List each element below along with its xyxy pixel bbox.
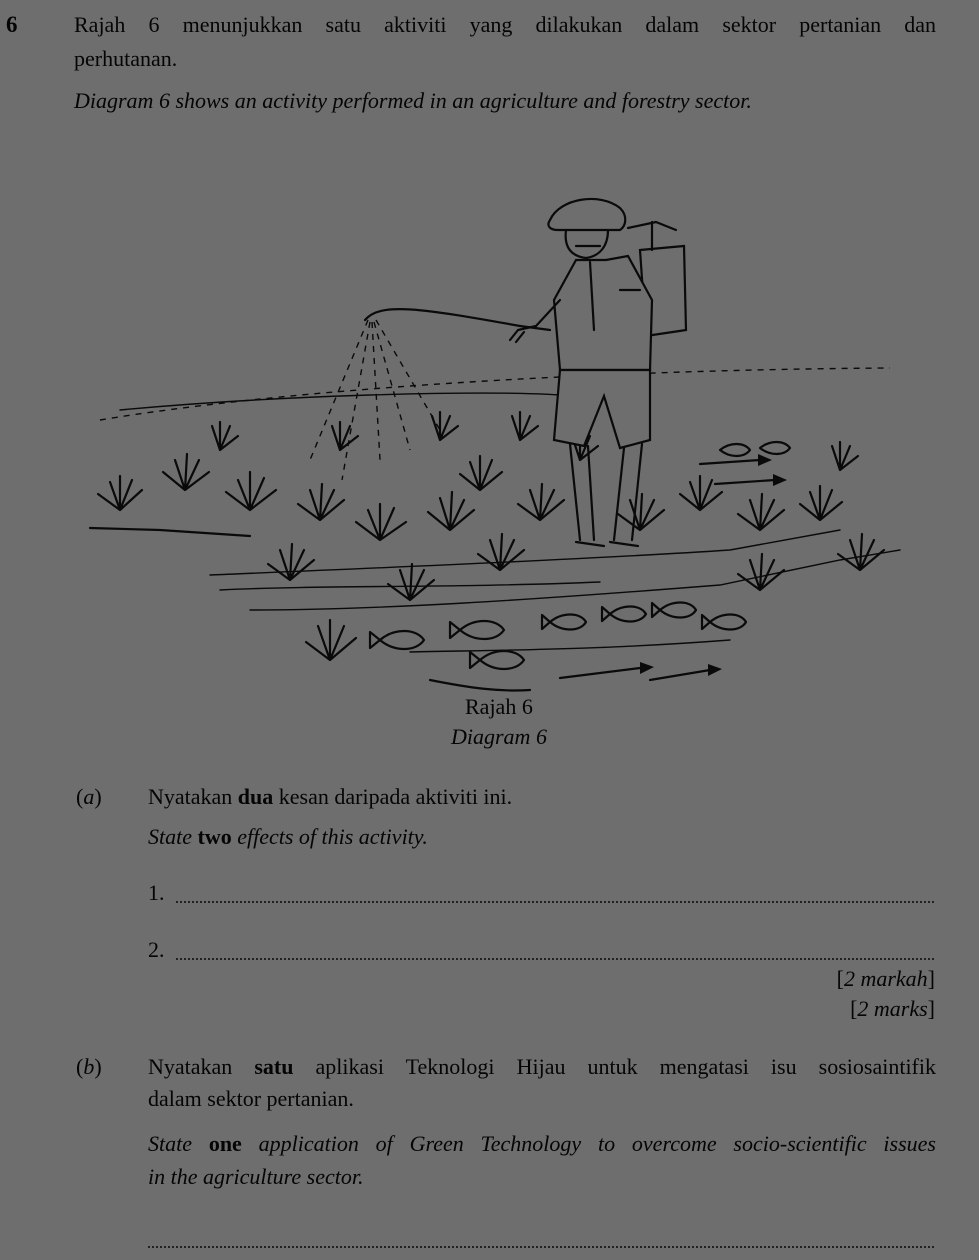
part-b-question-malay-line-1: Nyatakan satu aplikasi Teknologi Hijau untuk mengatasi isu sosiosaintifik <box>148 1054 936 1079</box>
part-b-question-english-line-2: in the agriculture sector. <box>148 1164 364 1189</box>
figure-caption-english: Diagram 6 <box>451 724 547 749</box>
answer-line-2-number: 2. <box>148 937 165 962</box>
part-b-question-english-line-1: State one application of Green Technology to overcome socio-scientific issues <box>148 1131 936 1156</box>
marks-english: [2 marks] <box>850 996 935 1021</box>
intro-malay-line-2: perhutanan. <box>74 46 178 71</box>
part-b-question-malay-line-2: dalam sektor pertanian. <box>148 1086 354 1111</box>
answer-line-1-number: 1. <box>148 880 165 905</box>
intro-english: Diagram 6 shows an activity performed in an agriculture and forestry sector. <box>74 88 752 113</box>
intro-malay-line-1: Rajah 6 menunjukkan satu aktiviti yang dilakukan dalam sektor pertanian dan <box>74 12 936 37</box>
answer-line-1[interactable] <box>176 901 934 903</box>
question-number: 6 <box>6 12 18 37</box>
farmer-spraying-pesticide-illustration <box>80 190 930 700</box>
part-b-label: (b) <box>76 1054 102 1079</box>
figure-caption-malay: Rajah 6 <box>465 694 533 719</box>
part-a-label: (a) <box>76 784 102 809</box>
part-b-answer-line[interactable] <box>148 1246 934 1248</box>
answer-line-2[interactable] <box>176 958 934 960</box>
marks-malay: [2 markah] <box>836 966 935 991</box>
part-a-question-english: State two effects of this activity. <box>148 824 428 849</box>
part-a-question-malay: Nyatakan dua kesan daripada aktiviti ini. <box>148 784 513 809</box>
